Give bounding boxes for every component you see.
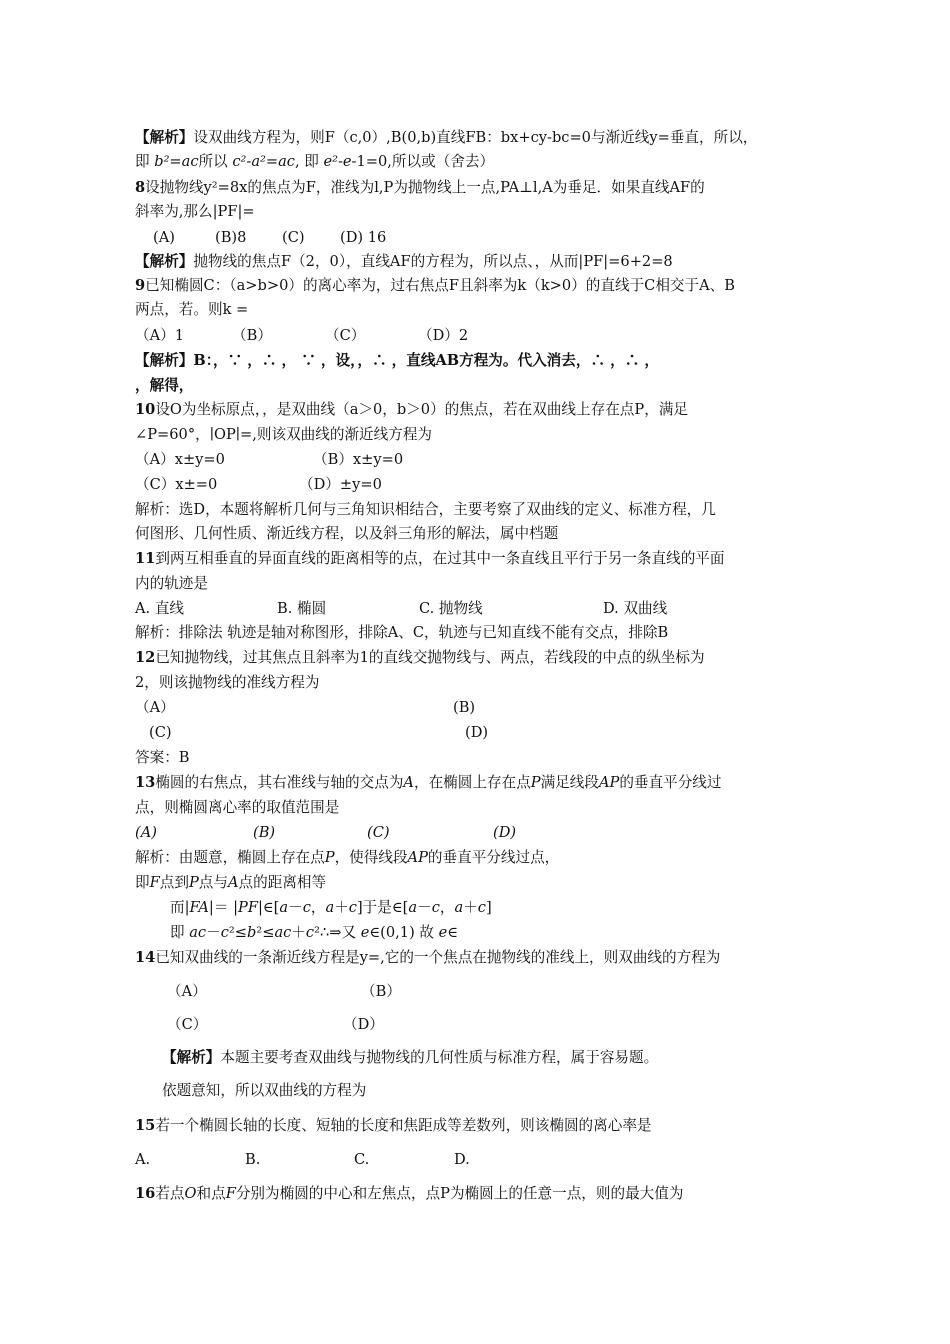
answer-option: (D) bbox=[493, 824, 517, 841]
text-run: c bbox=[477, 899, 486, 916]
text-run: a bbox=[279, 899, 289, 916]
text-line bbox=[170, 896, 860, 920]
answer-option: （A） bbox=[167, 983, 207, 1000]
text-run: ²≤ bbox=[228, 924, 247, 941]
text-run: ] bbox=[485, 899, 492, 916]
text-line bbox=[135, 126, 825, 150]
text-run: 即 bbox=[135, 153, 155, 170]
text-line bbox=[135, 473, 825, 497]
text-line bbox=[135, 1182, 825, 1206]
text-run: 已知椭圆C：（a>b>0）的离心率为，过右焦点F且斜率为k（k>0）的直线于C相交于A、B bbox=[145, 277, 735, 294]
text-run: 2，则该抛物线的准线方程为 bbox=[135, 674, 320, 691]
text-run: e²-e bbox=[323, 153, 352, 170]
text-run: 斜率为,那么|PF|= bbox=[135, 203, 255, 220]
answer-option: A. 直线 bbox=[135, 600, 185, 617]
text-run: 何图形、几何性质、渐近线方程，以及斜三角形的解法，属中档题 bbox=[135, 525, 559, 542]
text-run: 而| bbox=[170, 899, 190, 916]
answer-option: B. 椭圆 bbox=[277, 600, 327, 617]
text-line bbox=[162, 1046, 852, 1070]
answer-option: (C) bbox=[282, 229, 305, 246]
text-run: 已知双曲线的一条渐近线方程是y=,它的一个焦点在抛物线的准线上，则双曲线的方程为 bbox=[155, 949, 721, 966]
text-run: － bbox=[288, 899, 303, 916]
text-run: ＋ bbox=[463, 899, 478, 916]
text-line bbox=[135, 349, 825, 373]
text-line bbox=[170, 921, 860, 945]
text-run: ， bbox=[310, 899, 326, 916]
text-run: , 即 bbox=[294, 153, 324, 170]
answer-option: (B) bbox=[253, 824, 276, 841]
text-run: 的垂直平分线过 bbox=[619, 774, 722, 791]
answer-option: (D) bbox=[465, 724, 489, 741]
text-run: c bbox=[431, 899, 440, 916]
text-run: b bbox=[247, 924, 257, 941]
answer-option: （C） bbox=[325, 327, 366, 344]
text-run: 的垂直平分线过点， bbox=[427, 849, 560, 866]
text-run: b²=ac bbox=[154, 153, 199, 170]
answer-option: （A）1 bbox=[135, 327, 185, 344]
text-run: F bbox=[225, 1185, 236, 1202]
text-line bbox=[135, 980, 825, 1004]
text-line bbox=[135, 200, 825, 224]
text-line bbox=[135, 423, 825, 447]
text-run: 和点 bbox=[196, 1185, 226, 1202]
question-number: 11 bbox=[135, 550, 156, 567]
text-line bbox=[135, 771, 825, 795]
text-run: c bbox=[348, 899, 357, 916]
text-line bbox=[135, 646, 825, 670]
text-run: 点与 bbox=[198, 874, 228, 891]
text-line bbox=[135, 498, 825, 522]
text-run: ＋ bbox=[334, 899, 349, 916]
text-line bbox=[135, 1114, 825, 1138]
text-line bbox=[135, 846, 825, 870]
answer-option: D. bbox=[454, 1151, 470, 1168]
bold-text: 【解析】 bbox=[135, 253, 194, 270]
answer-option: （B） bbox=[361, 983, 401, 1000]
text-run: 若点 bbox=[155, 1185, 185, 1202]
text-run: c bbox=[302, 899, 311, 916]
text-line bbox=[135, 250, 825, 274]
text-line bbox=[135, 448, 825, 472]
answer-option: (C) bbox=[149, 724, 172, 741]
answer-option: (A) bbox=[153, 229, 175, 246]
text-line bbox=[135, 721, 825, 745]
text-run: a bbox=[408, 899, 418, 916]
text-run: AP bbox=[598, 774, 620, 791]
text-line bbox=[135, 547, 825, 571]
text-run: 点，则椭圆离心率的取值范围是 bbox=[135, 799, 340, 816]
question-number: 9 bbox=[135, 277, 146, 294]
text-run: A bbox=[403, 774, 414, 791]
text-run: 分别为椭圆的中心和左焦点，点P为椭圆上的任意一点，则的最大值为 bbox=[235, 1185, 684, 1202]
text-line bbox=[135, 871, 825, 895]
text-run: P bbox=[324, 849, 335, 866]
answer-option: (C) bbox=[367, 824, 390, 841]
text-line bbox=[135, 1148, 825, 1172]
text-run: c²-a²=ac bbox=[232, 153, 295, 170]
answer-option: （D）2 bbox=[418, 327, 469, 344]
text-run: ，使得线段 bbox=[334, 849, 408, 866]
text-line bbox=[162, 1079, 852, 1103]
text-run: 到两互相垂直的异面直线的距离相等的点，在过其中一条直线且平行于另一条直线的平面 bbox=[155, 550, 725, 567]
answer-option: （B）x±y=0 bbox=[313, 451, 404, 468]
bold-text: ，解得， bbox=[135, 377, 194, 394]
text-line bbox=[135, 150, 825, 174]
text-run: ac bbox=[189, 924, 207, 941]
text-run: 答案：B bbox=[135, 749, 190, 766]
text-run: 若一个椭圆长轴的长度、短轴的长度和焦距成等差数列，则该椭圆的离心率是 bbox=[155, 1117, 652, 1134]
text-run: 即 bbox=[135, 874, 150, 891]
text-line bbox=[135, 176, 825, 200]
text-run: 点到 bbox=[159, 874, 189, 891]
text-line bbox=[135, 226, 825, 250]
question-number: 15 bbox=[135, 1117, 156, 1134]
text-run: ²≤ bbox=[256, 924, 275, 941]
text-line bbox=[135, 324, 825, 348]
text-run: 满足线段 bbox=[540, 774, 599, 791]
text-run: 依题意知，所以双曲线的方程为 bbox=[162, 1082, 367, 1099]
answer-option: C. 抛物线 bbox=[419, 600, 483, 617]
text-run: 两点，若。则k = bbox=[135, 301, 249, 318]
text-run: 即 bbox=[170, 924, 190, 941]
text-run: 已知抛物线，过其焦点且斜率为1的直线交抛物线与、两点，若线段的中点的纵坐标为 bbox=[155, 649, 705, 666]
text-run: FA bbox=[189, 899, 209, 916]
text-line bbox=[135, 1013, 825, 1037]
text-line bbox=[135, 298, 825, 322]
text-run: |＝ | bbox=[208, 899, 238, 916]
text-run: ， bbox=[439, 899, 455, 916]
text-run: 解析：排除法 轨迹是轴对称图形，排除A、C，轨迹与已知直线不能有交点，排除B bbox=[135, 624, 669, 641]
answer-option: A. bbox=[135, 1151, 151, 1168]
text-run: PF bbox=[238, 899, 258, 916]
text-run: 本题主要考查双曲线与抛物线的几何性质与标准方程，属于容易题。 bbox=[220, 1049, 659, 1066]
text-line bbox=[135, 671, 825, 695]
answer-option: (B)8 bbox=[215, 229, 247, 246]
text-run: 内的轨迹是 bbox=[135, 575, 208, 592]
text-run: O bbox=[184, 1185, 197, 1202]
text-line bbox=[135, 572, 825, 596]
text-run: P bbox=[188, 874, 199, 891]
answer-option: （C）x±=0 bbox=[135, 476, 218, 493]
text-run: ²∴⇒又 bbox=[314, 924, 361, 941]
bold-text: 【解析】 bbox=[135, 352, 194, 369]
text-run: 解析：由题意，椭圆上存在点 bbox=[135, 849, 325, 866]
text-run: AP bbox=[407, 849, 428, 866]
bold-text: 【解析】 bbox=[135, 129, 194, 146]
question-number: 12 bbox=[135, 649, 156, 666]
text-run: ＋ bbox=[291, 924, 306, 941]
answer-option: （A）x±y=0 bbox=[135, 451, 225, 468]
text-line bbox=[135, 274, 825, 298]
text-line bbox=[135, 946, 825, 970]
text-run: 椭圆的右焦点，其右准线与轴的交点为 bbox=[155, 774, 404, 791]
question-number: 13 bbox=[135, 774, 156, 791]
answer-option: （C） bbox=[167, 1016, 208, 1033]
question-number: 16 bbox=[135, 1185, 156, 1202]
text-run: F bbox=[149, 874, 160, 891]
question-number: 14 bbox=[135, 949, 156, 966]
text-line bbox=[135, 597, 825, 621]
answer-option: （A） bbox=[135, 699, 175, 716]
text-run: ，在椭圆上存在点 bbox=[413, 774, 531, 791]
text-line bbox=[135, 746, 825, 770]
text-run: A bbox=[227, 874, 239, 891]
text-run: 设O为坐标原点，，是双曲线（a＞0，b＞0）的焦点，若在双曲线上存在点P，满足 bbox=[155, 401, 689, 418]
answer-option: （D）±y=0 bbox=[299, 476, 382, 493]
text-run: ∠P=60°，∣OP∣=,则该双曲线的渐近线方程为 bbox=[135, 426, 433, 443]
answer-option: (D) 16 bbox=[340, 229, 387, 246]
answer-option: （B） bbox=[232, 327, 272, 344]
text-run: c bbox=[220, 924, 229, 941]
text-run: a bbox=[454, 899, 464, 916]
question-number: 10 bbox=[135, 401, 156, 418]
text-run: 设双曲线方程为，则F（c,0）,B(0,b)直线FB：bx+cy-bc=0与渐近线y=垂直，所以， bbox=[193, 129, 758, 146]
text-run: ∈(0,1) 故 bbox=[369, 924, 439, 941]
text-run: ac bbox=[274, 924, 292, 941]
text-run: － bbox=[417, 899, 432, 916]
answer-option: (B) bbox=[453, 699, 476, 716]
text-run: c bbox=[305, 924, 315, 941]
text-run: － bbox=[206, 924, 221, 941]
answer-option: D. 双曲线 bbox=[603, 600, 668, 617]
text-run: 设抛物线y²=8x的焦点为F，准线为l,P为抛物线上一点,PA⊥l,A为垂足．如果直线AF的 bbox=[145, 179, 705, 196]
text-line bbox=[135, 696, 825, 720]
text-line bbox=[135, 522, 825, 546]
answer-option: B. bbox=[245, 1151, 261, 1168]
text-run: ]于是∈[ bbox=[356, 899, 409, 916]
bold-text: 【解析】 bbox=[162, 1049, 221, 1066]
text-run: |∈[ bbox=[257, 899, 280, 916]
text-run: 所以 bbox=[198, 153, 233, 170]
text-run: 解析：选D，本题将解析几何与三角知识相结合，主要考察了双曲线的定义、标准方程，几 bbox=[135, 501, 716, 518]
text-run: P bbox=[530, 774, 541, 791]
text-line bbox=[135, 796, 825, 820]
answer-option: C. bbox=[354, 1151, 370, 1168]
answer-option: （D） bbox=[343, 1016, 384, 1033]
text-line bbox=[135, 821, 825, 845]
text-run: 点的距离相等 bbox=[238, 874, 327, 891]
text-line bbox=[135, 398, 825, 422]
text-run: a bbox=[325, 899, 335, 916]
answer-option: (A) bbox=[135, 824, 157, 841]
text-run: e bbox=[438, 924, 448, 941]
text-run: -1=0,所以或（舍去） bbox=[351, 153, 495, 170]
text-line bbox=[135, 374, 825, 398]
text-run: e bbox=[360, 924, 370, 941]
question-number: 8 bbox=[135, 179, 146, 196]
bold-text: B：，∵ ，∴ ， ∵ ，设，，∴ ，直线AB方程为。代入消去，∴ ，∴ ， bbox=[193, 352, 659, 369]
text-line bbox=[135, 621, 825, 645]
text-run: 抛物线的焦点F（2，0），直线AF的方程为，所以点、，从而|PF|=6+2=8 bbox=[193, 253, 673, 270]
text-run: ∈ bbox=[447, 924, 459, 941]
